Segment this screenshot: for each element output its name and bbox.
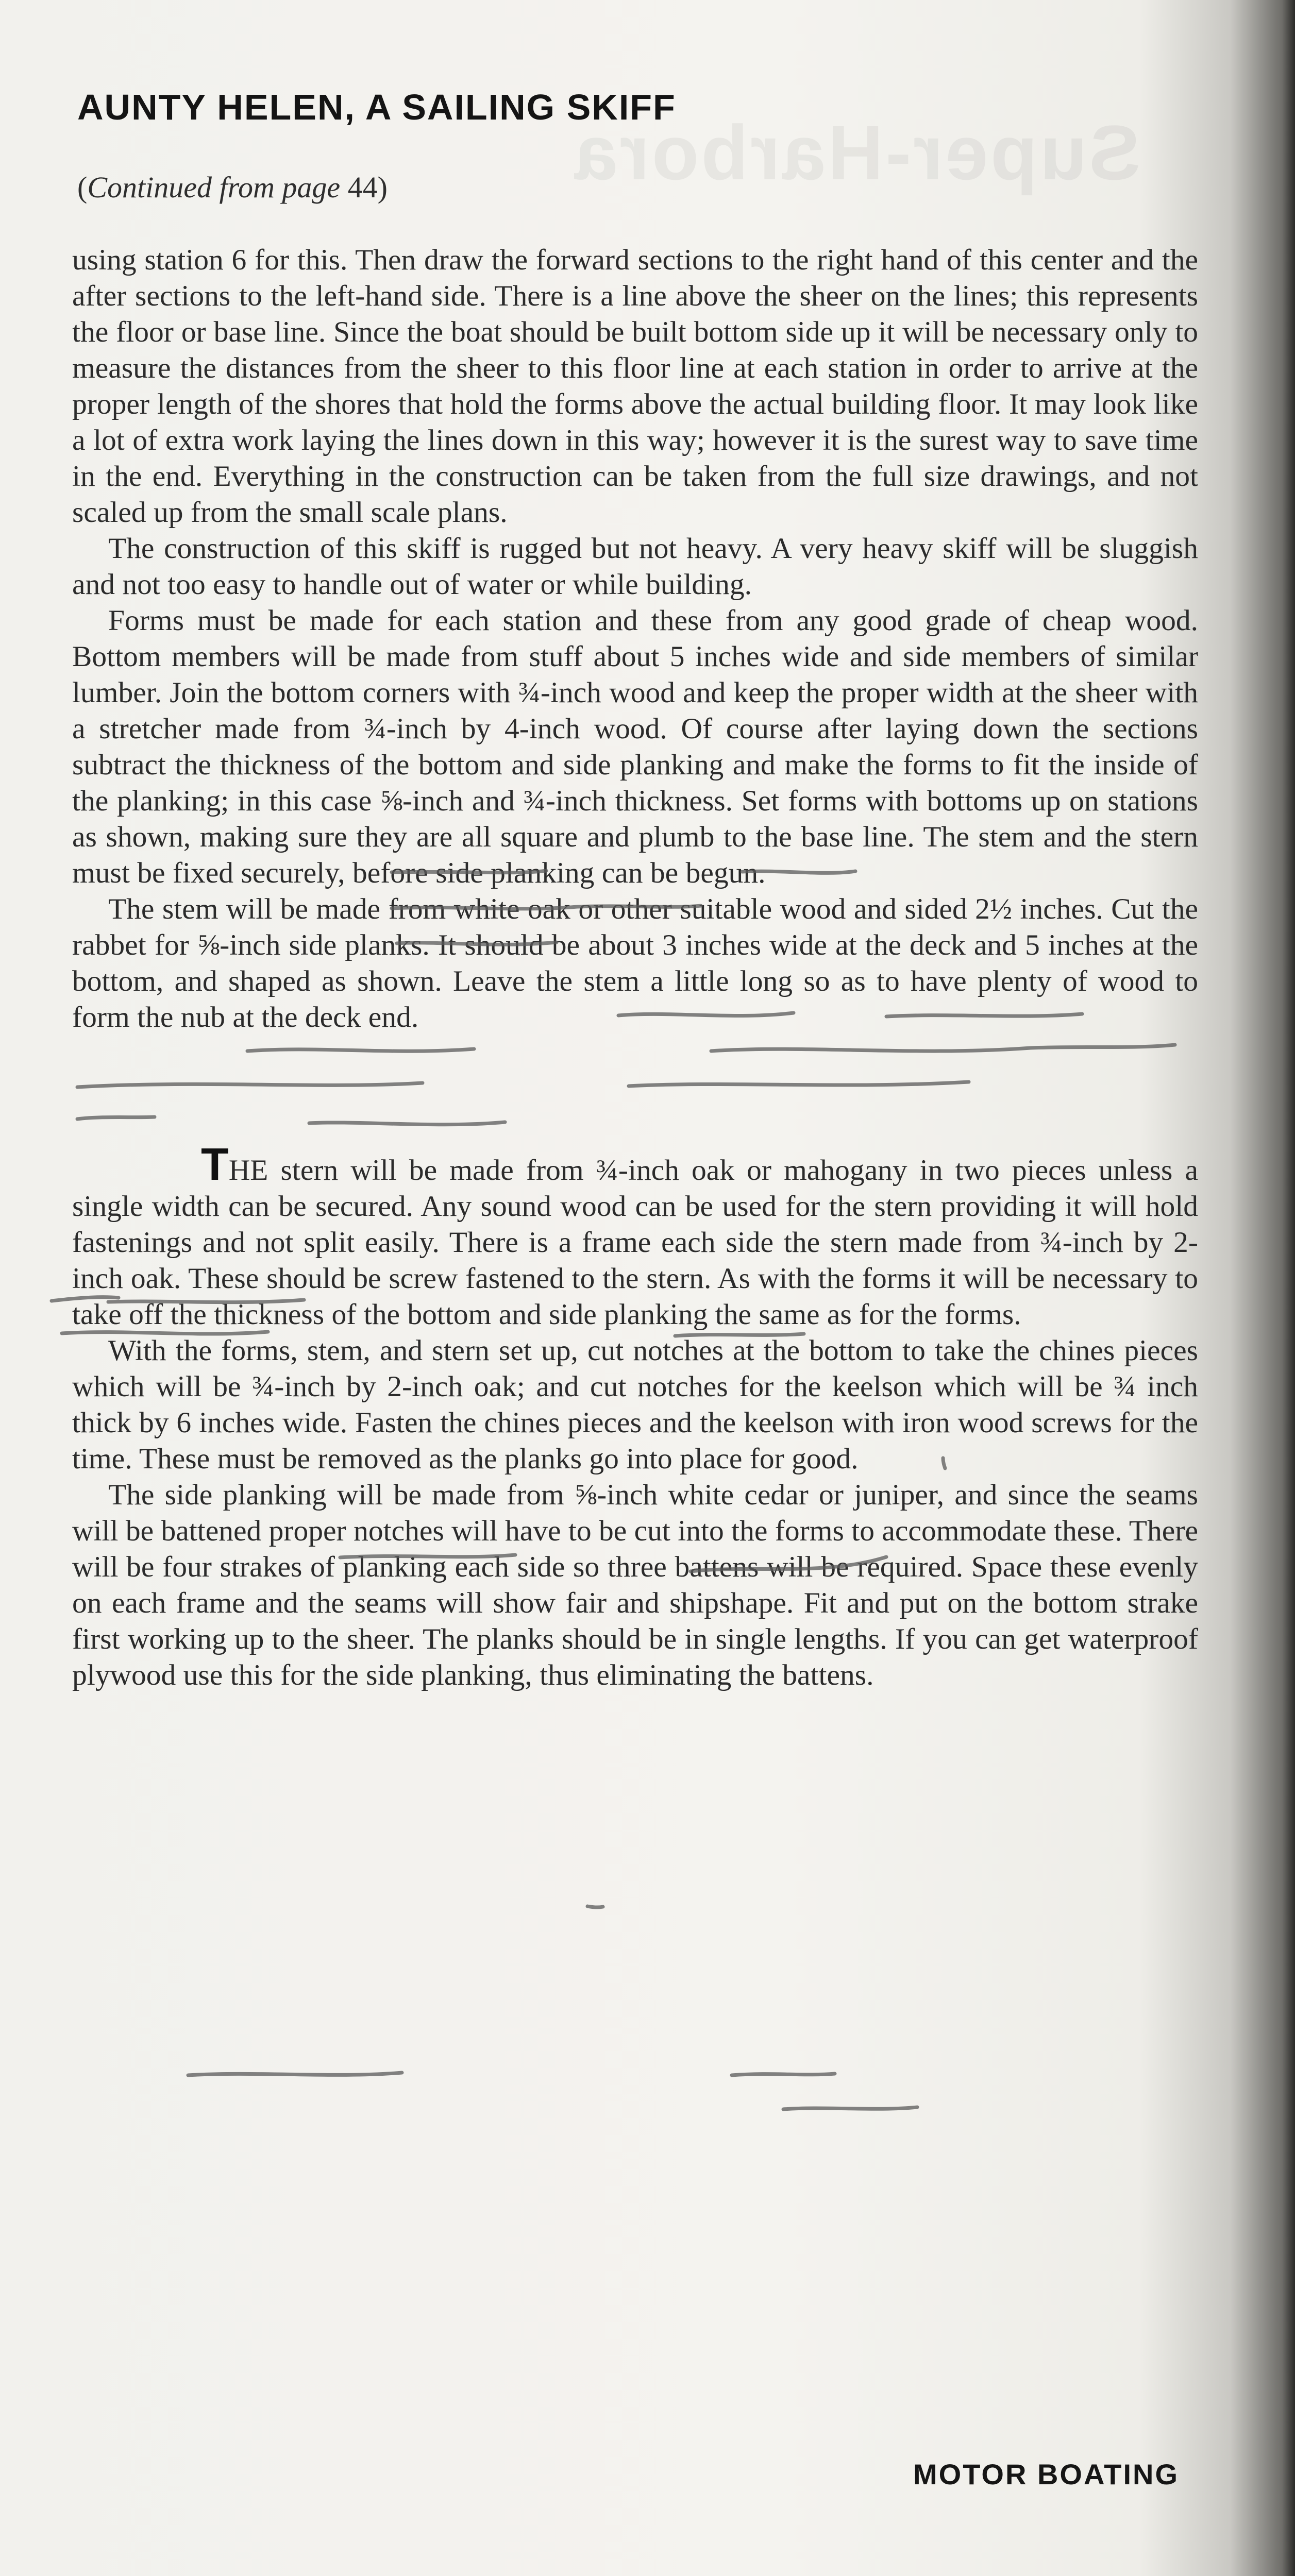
pencil-mark [783, 2107, 917, 2109]
paragraph-forms: Forms must be made for each station and these from any good grade of cheap wood. Bottom members will be made from stuff about 5 inches wide and side members of similar lumber. Join the bottom corners with ¾-inch wood and keep the proper width at the sheer with a stretcher made from ¾-inch by 4-inch wood. Of course after laying down the sections subtract the thickness of the bottom and side planking and make the forms to fit the inside of the planking; in this case ⅝-inch and ¾-inch thickness. Set forms with bottoms up on stations as shown, making sure they are all square and plumb to the base line. The stem and the stern must be fixed securely, before side planking can be begun. [72, 604, 1198, 889]
paragraph-side-planking: The side planking will be made from ⅝-inch white cedar or juniper, and since the seams will be battened proper notches will have to be cut into the forms to accommodate these. There will be four strakes of planking each side so three battens will be required. Space these evenly on each frame and the seams will show fair and shipshape. Fit and put on the bottom strake first working up to the sheer. The planks should be in single lengths. If you can get waterproof plywood use this for the side planking, thus eliminating the battens. [72, 1479, 1198, 1691]
pencil-mark [587, 1906, 603, 1907]
paragraph-chines: With the forms, stem, and stern set up, cut notches at the bottom to take the chines pieces which will be ¾-inch by 2-inch oak; and cut notches for the keelson which will be ¾ inch thick by 6 inches wide. Fasten the chines pieces and the keelson with iron wood screws for the time. These must be removed as the planks go into place for good. [72, 1334, 1198, 1475]
paragraph-stern-text: HE stern will be made from ¾-inch oak or mahogany in two pieces unless a single width can be secured. Any sound wood can be used for the stern providing it will hold fastenings and not split easily. There is a frame each side the stern made from ¾-inch by 2-inch oak. These should be screw fastened to the stern. As with the forms it will be necessary to take off the thickness of the bottom and side planking the same as for the forms. [72, 1154, 1198, 1331]
article-body [72, 242, 1198, 1693]
paragraph-construction: The construction of this skiff is rugged but not heavy. A very heavy skiff will be sluggish and not too easy to handle out of water or while building. [72, 532, 1198, 601]
continued-page-number: 44 [347, 171, 378, 204]
paragraph-stem: The stem will be made from white oak or other suitable wood and sided 2½ inches. Cut the rabbet for ⅝-inch side planks. It should be about 3 inches wide at the deck and 5 inches at the bottom, and shaped as shown. Leave the stem a little long so as to have plenty of wood to form the nub at the deck end. [72, 893, 1198, 1033]
drop-cap: T [201, 1139, 229, 1190]
article-title: AUNTY HELEN, A SAILING SKIFF [77, 87, 676, 127]
paragraph-stations: using station 6 for this. Then draw the forward sections to the right hand of this center and the after sections to the left-hand side. There is a line above the sheer on the lines; this represents the floor or base line. Since the boat should be built bottom side up it will be necessary only to measure the distances from the sheer to this floor line at each station in order to arrive at the proper length of the shores that hold the forms above the actual building floor. It may look like a lot of extra work laying the lines down in this way; however it is the surest way to save time in the end. Everything in the construction can be taken from the full size drawings, and not scaled up from the small scale plans. [72, 244, 1198, 529]
bleed-through-show-text: Super-Harbora [572, 109, 1140, 196]
paragraph-stern [72, 1139, 1198, 1333]
section-break [72, 1036, 1198, 1146]
continued-note: (Continued from page 44) [77, 171, 388, 204]
continued-text: Continued from page [87, 171, 341, 204]
publication-footer: MOTOR BOATING [913, 2458, 1179, 2490]
pencil-mark [732, 2074, 835, 2075]
pencil-mark [188, 2073, 402, 2075]
